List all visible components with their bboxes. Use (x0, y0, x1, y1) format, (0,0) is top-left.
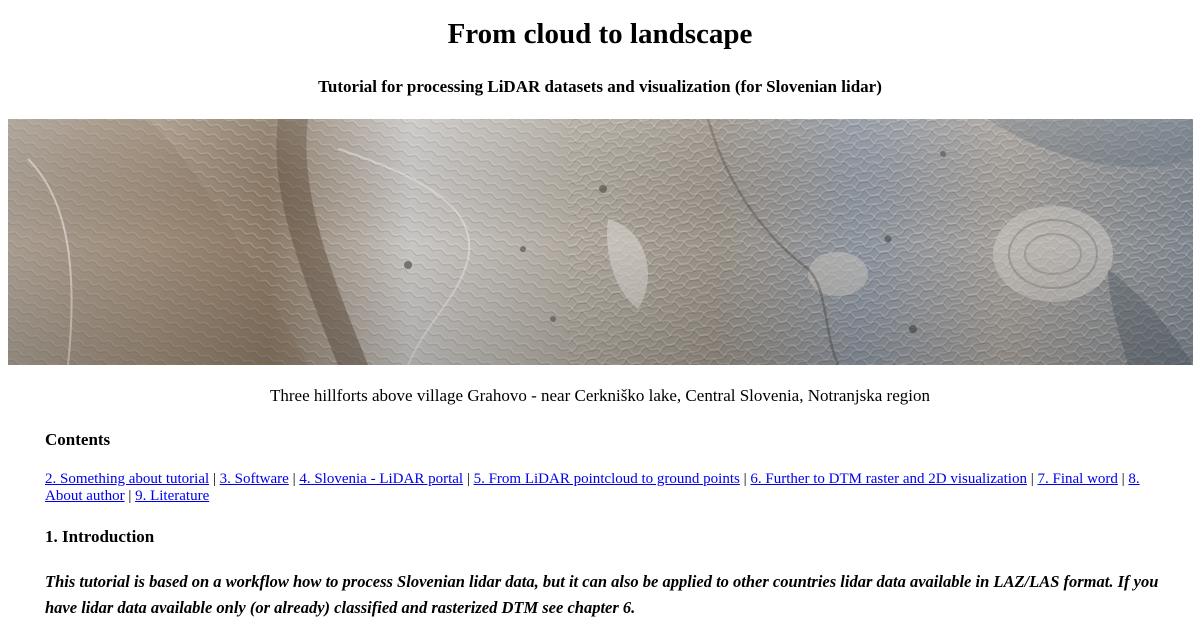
toc-separator: | (739, 471, 751, 487)
page-subtitle: Tutorial for processing LiDAR datasets and visualization (for Slovenian lidar) (318, 77, 882, 96)
hero-caption: Three hillforts above village Grahovo - near Cerkniško lake, Central Slovenia, Notranjska region (270, 386, 930, 405)
introduction-text: This tutorial is based on a workflow how to process Slovenian lidar data, but it can also be applied to other countries lidar data available in LAZ/LAS format. If you have lidar data available only (or already) classified and rasterized DTM see chapter 6. (45, 572, 1159, 617)
table-of-contents (45, 471, 1155, 505)
toc-separator: | (1026, 471, 1038, 487)
toc-link-lidar-portal[interactable]: 4. Slovenia - LiDAR portal (299, 471, 464, 487)
toc-separator: | (288, 471, 300, 487)
toc-separator: | (209, 471, 220, 487)
toc-link-tutorial[interactable]: 2. Something about tutorial (45, 471, 210, 487)
toc-link-software[interactable]: 3. Software (219, 471, 289, 487)
page-title: From cloud to landscape (447, 18, 753, 50)
toc-link-final-word[interactable]: 7. Final word (1037, 471, 1118, 487)
toc-separator: | (463, 471, 474, 487)
contents-heading: Contents (45, 430, 111, 449)
introduction-heading: 1. Introduction (45, 527, 155, 546)
hero-image (8, 119, 1193, 365)
toc-link-about-author[interactable]: 8. About author (45, 471, 1140, 504)
toc-link-literature[interactable]: 9. Literature (135, 488, 210, 504)
toc-separator: | (124, 488, 136, 504)
toc-link-ground-points[interactable]: 5. From LiDAR pointcloud to ground points (473, 471, 740, 487)
toc-separator: | (1117, 471, 1129, 487)
toc-link-dtm-raster[interactable]: 6. Further to DTM raster and 2D visualization (750, 471, 1027, 487)
